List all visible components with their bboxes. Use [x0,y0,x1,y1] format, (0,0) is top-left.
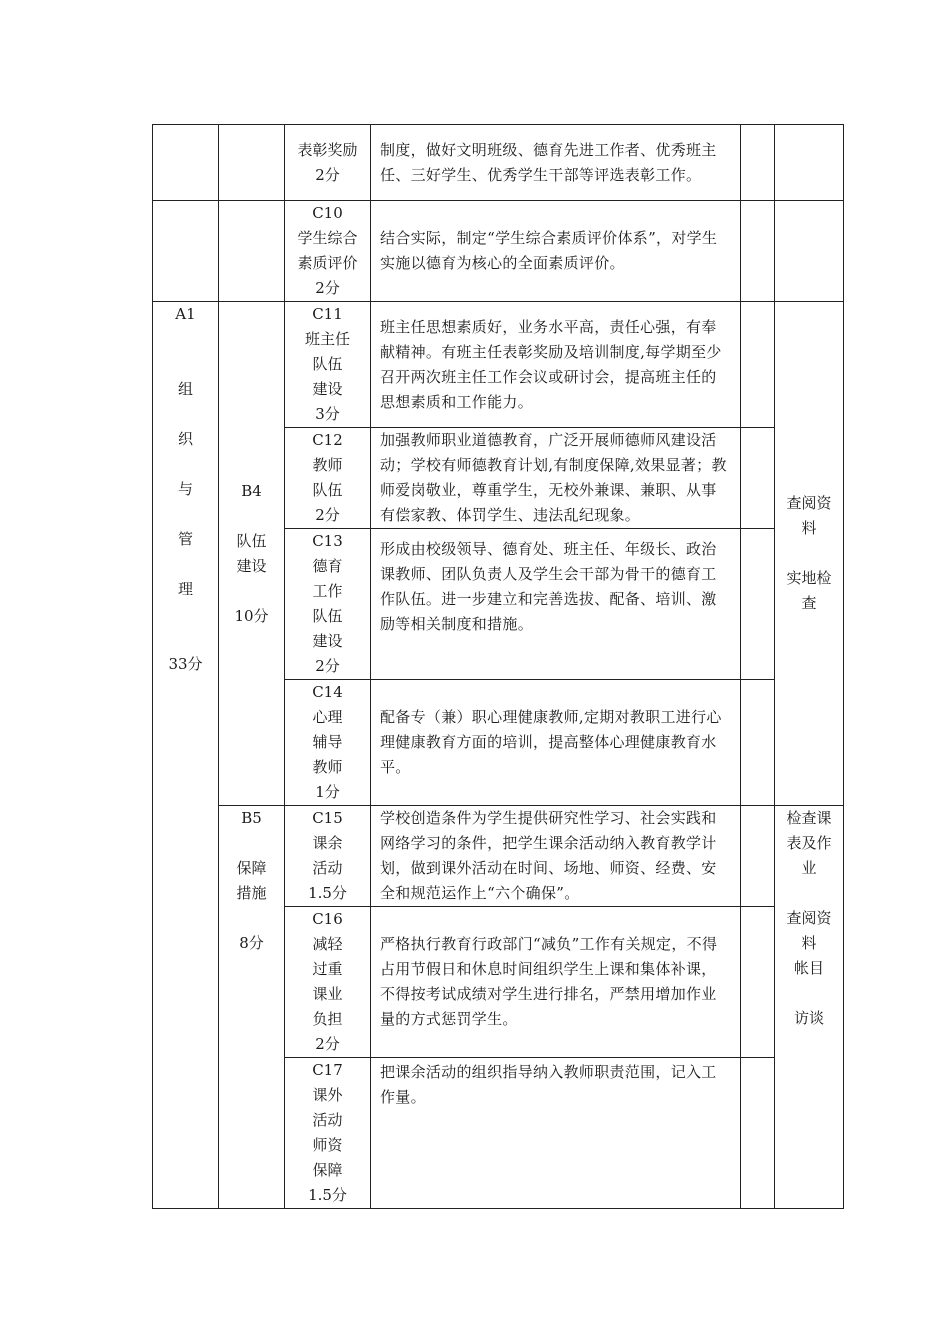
table-row [153,302,844,428]
c-description: 严格执行教育行政部门“减负”工作有关规定，不得占用节假日和休息时间组织学生上课和集体补课，不得按考试成绩对学生进行排名，严禁用增加作业量的方式惩罚学生。 [371,907,741,1058]
table-row [153,125,844,201]
b5-method-cell [775,806,844,1209]
method-line: 料 [801,519,817,537]
c-title-line: 学生综合 [297,229,358,247]
method-cell-continued [775,201,844,302]
c-title-cell [285,680,371,806]
a-cell-continued [153,125,219,201]
c-score: 2分 [315,506,340,524]
method-cell-continued [775,125,844,201]
c-code: C11 [312,305,343,323]
c-title-line: 队伍 [312,355,343,373]
c-code: C12 [312,431,343,449]
score-cell [741,907,775,1058]
method-line: 业 [801,859,817,877]
a1-char: 织 [177,430,193,448]
b4-method-cell [775,302,844,806]
c-code: C10 [312,204,343,222]
a1-char: 理 [177,580,193,598]
method-line: 实地检 [786,569,832,587]
c-score: 2分 [315,657,340,675]
score-cell [741,806,775,907]
c-title-cell [285,302,371,428]
c-score: 2分 [315,165,340,184]
b4-code: B4 [241,481,262,500]
c-title-line: 建设 [312,632,343,650]
a1-code: A1 [175,305,196,323]
c-code: C13 [312,532,343,550]
b5-category-cell [219,806,285,1209]
score-cell [741,529,775,680]
c-title-line: 辅导 [312,733,343,751]
c-title-cell [285,428,371,529]
b4-category-cell [219,302,285,806]
c-score: 1.5分 [308,1186,347,1204]
score-cell [741,201,775,302]
a1-category-cell [153,302,219,1209]
c-title-cell [285,806,371,907]
score-cell [741,1058,775,1209]
c-title-cell [285,1058,371,1209]
a1-char: 与 [177,480,193,498]
table-row [153,806,844,907]
c-title-line: 德育 [312,557,343,575]
c-title-line: 活动 [312,859,343,877]
a1-char: 组 [177,380,193,398]
evaluation-table [152,124,844,1209]
c-description: 配备专（兼）职心理健康教师,定期对教职工进行心理健康教育方面的培训，提高整体心理健康教育水平。 [371,680,741,806]
c-description: 形成由校级领导、德育处、班主任、年级长、政治课教师、团队负责人及学生会干部为骨干的德育工作队伍。进一步建立和完善选拔、配备、培训、激励等相关制度和措施。 [371,529,741,680]
c-title-line: 课余 [312,834,343,852]
c-score: 1.5分 [308,884,347,902]
a-cell-continued [153,201,219,302]
b-cell-continued [219,125,285,201]
c-title-line: 建设 [312,380,343,398]
method-line: 表及作 [786,834,832,852]
c-title-line: 工作 [312,582,343,600]
c-title-line: 教师 [312,456,343,474]
c-title-line: 过重 [312,960,343,978]
c-title-line: 素质评价 [297,254,358,272]
score-cell [741,125,775,201]
c-description: 制度，做好文明班级、德育先进工作者、优秀班主任、三好学生、优秀学生干部等评选表彰工作。 [371,125,741,201]
c-title-line: 教师 [312,758,343,776]
c-title-line: 负担 [312,1010,343,1028]
c-title-line: 减轻 [312,935,343,953]
c-score: 2分 [315,279,340,297]
method-line: 查 [801,594,817,612]
c-title-line: 班主任 [304,330,350,348]
c-title-line: 队伍 [312,481,343,499]
b-cell-continued [219,201,285,302]
b5-code: B5 [241,809,262,827]
c-score: 1分 [315,783,340,801]
c-score: 3分 [315,405,340,423]
score-cell [741,428,775,529]
c-score: 2分 [315,1035,340,1053]
method-line: 料 [801,934,817,952]
b4-title-line: 建设 [236,556,267,575]
c-description: 学校创造条件为学生提供研究性学习、社会实践和网络学习的条件，把学生课余活动纳入教育教学计划，做到课外活动在时间、场地、师资、经费、安全和规范运作上“六个确保”。 [371,806,741,907]
a1-char: 管 [177,530,193,548]
c-code: C15 [312,809,343,827]
c-title-line: 心理 [312,708,343,726]
score-cell [741,680,775,806]
a1-score: 33分 [168,655,203,673]
b5-title-line: 保障 [236,859,267,877]
method-line: 检查课 [786,809,832,827]
method-line: 查阅资 [786,909,832,927]
c-title-cell [285,529,371,680]
table-row [153,201,844,302]
method-line: 访谈 [793,1009,824,1027]
c-code: C16 [312,910,343,928]
c-title-cell [285,907,371,1058]
c-description: 班主任思想素质好，业务水平高，责任心强，有奉献精神。有班主任表彰奖励及培训制度,每学期至少召开两次班主任工作会议或研讨会，提高班主任的思想素质和工作能力。 [371,302,741,428]
b5-score: 8分 [239,934,264,952]
c-description: 结合实际，制定“学生综合素质评价体系”，对学生实施以德育为核心的全面素质评价。 [371,201,741,302]
c-code: C17 [312,1061,343,1079]
c-title-line: 队伍 [312,607,343,625]
c-description: 加强教师职业道德教育，广泛开展师德师风建设活动；学校有师德教育计划,有制度保障,效果显著；教师爱岗敬业，尊重学生，无校外兼课、兼职、从事有偿家教、体罚学生、违法乱纪现象。 [371,428,741,529]
c-title-line: 师资 [312,1136,343,1154]
c-title-line: 表彰奖励 [297,140,358,159]
c-title-line: 课业 [312,985,343,1003]
c-title-cell [285,201,371,302]
c-title-line: 保障 [312,1161,343,1179]
c-title-line: 活动 [312,1111,343,1129]
score-cell [741,302,775,428]
method-line: 帐目 [793,959,824,977]
c-title-line: 课外 [312,1086,343,1104]
b4-score: 10分 [234,606,269,625]
method-line: 查阅资 [786,494,832,512]
b4-title-line: 队伍 [236,531,267,550]
c-code: C14 [312,683,343,701]
c-description: 把课余活动的组织指导纳入教师职责范围，记入工作量。 [371,1058,741,1209]
c-title-cell [285,125,371,201]
b5-title-line: 措施 [236,884,267,902]
